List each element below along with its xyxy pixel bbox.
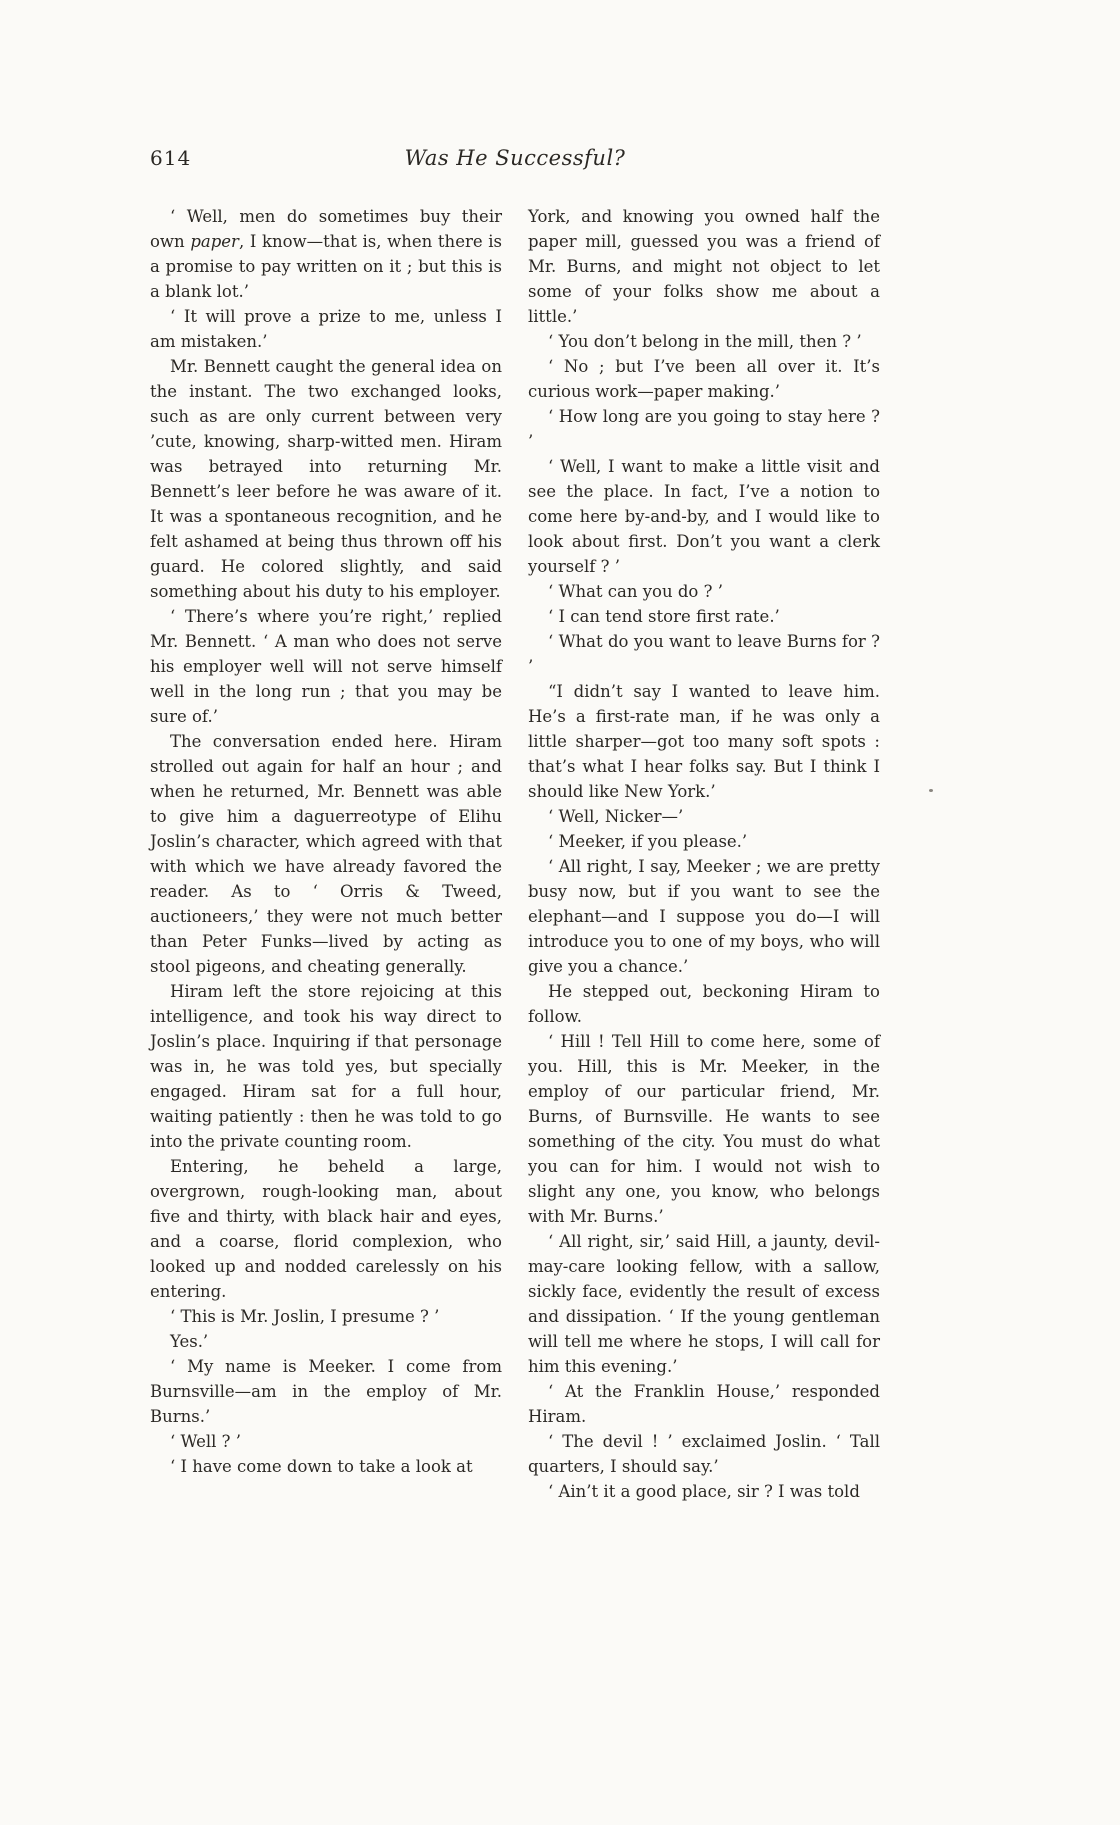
paragraph: ‘ The devil ! ’ exclaimed Joslin. ‘ Tall quarters, I should say.’ <box>528 1432 880 1476</box>
paragraph: ‘ It will prove a prize to me, unless I am mistaken.’ <box>150 307 502 351</box>
paragraph: ‘ How long are you going to stay here ? ’ <box>528 407 880 451</box>
paragraph: “I didn’t say I wanted to leave him. He’s a first-rate man, if he was only a little sharper—got too many soft spots : that’s what I hear folks say. But I think I should like New York.’ <box>528 682 880 801</box>
paragraph: ‘ Well ? ’ <box>170 1432 242 1451</box>
paragraph: ‘ At the Franklin House,’ responded Hiram. <box>528 1382 880 1426</box>
paragraph: ‘ My name is Meeker. I come from Burnsville—am in the employ of Mr. Burns.’ <box>150 1357 502 1426</box>
right-column <box>528 204 880 1504</box>
paragraph: ‘ Hill ! Tell Hill to come here, some of you. Hill, this is Mr. Meeker, in the employ of our particular friend, Mr. Burns, of Burnsville. He wants to see something of the city. You must do what you can for him. I would not wish to slight any one, you know, who belongs with Mr. Burns.’ <box>528 1032 880 1226</box>
paragraph: He stepped out, beckoning Hiram to follow. <box>528 982 880 1026</box>
paragraph: ‘ All right, sir,’ said Hill, a jaunty, devil-may-care looking fellow, with a sallow, sickly face, evidently the result of excess and dissipation. ‘ If the young gentleman will tell me where he stops, I will call for him this evening.’ <box>528 1232 880 1376</box>
page-number: 614 <box>150 146 192 170</box>
paragraph: ‘ No ; but I’ve been all over it. It’s curious work—paper making.’ <box>528 357 880 401</box>
paragraph: ‘ Ain’t it a good place, sir ? I was told <box>548 1482 860 1501</box>
running-title: Was He Successful? <box>404 146 626 170</box>
paragraph: ‘ What can you do ? ’ <box>548 582 723 601</box>
paragraph: Hiram left the store rejoicing at this intelligence, and took his way direct to Joslin’s place. Inquiring if that personage was in, he was told yes, but specially engaged. Hiram sat for a full hour, waiting patiently : then he was told to go into the private counting room. <box>150 982 502 1151</box>
paragraph: ‘ This is Mr. Joslin, I presume ? ’ <box>170 1307 440 1326</box>
left-column <box>150 204 502 1504</box>
paragraph: Entering, he beheld a large, overgrown, rough-looking man, about five and thirty, with black hair and eyes, and a coarse, florid complexion, who looked up and nodded carelessly on his entering. <box>150 1157 502 1301</box>
paragraph: Yes.’ <box>170 1332 209 1351</box>
paragraph: ‘ You don’t belong in the mill, then ? ’ <box>548 332 862 351</box>
paragraph: ‘ I have come down to take a look at <box>170 1457 473 1476</box>
paragraph: ‘ I can tend store first rate.’ <box>548 607 780 626</box>
paragraph: ‘ There’s where you’re right,’ replied Mr. Bennett. ‘ A man who does not serve his employer well will not serve himself well in the long run ; that you may be sure of.’ <box>150 607 502 726</box>
paragraph: York, and knowing you owned half the paper mill, guessed you was a friend of Mr. Burns, and might not object to let some of your folks show me about a little.’ <box>528 207 880 326</box>
paragraph: Mr. Bennett caught the general idea on the instant. The two exchanged looks, such as are only current between very ’cute, knowing, sharp-witted men. Hiram was betrayed into returning Mr. Bennett’s leer before he was aware of it. It was a spontaneous recognition, and he felt ashamed at being thus thrown off his guard. He colored slightly, and said something about his duty to his employer. <box>150 357 502 601</box>
paragraph: ‘ Well, Nicker—’ <box>548 807 684 826</box>
page-header <box>150 146 880 170</box>
paragraph: ‘ Well, men do sometimes buy their own paper, I know—that is, when there is a promise to pay written on it ; but this is a blank lot.’ <box>150 207 502 301</box>
page-content <box>150 146 880 1504</box>
paragraph: ‘ Meeker, if you please.’ <box>548 832 748 851</box>
scan-speck <box>929 789 933 792</box>
text-columns <box>150 204 880 1504</box>
paragraph: ‘ Well, I want to make a little visit and see the place. In fact, I’ve a notion to come here by-and-by, and I would like to look about first. Don’t you want a clerk yourself ? ’ <box>528 457 880 576</box>
paragraph: ‘ All right, I say, Meeker ; we are pretty busy now, but if you want to see the elephant—and I suppose you do—I will introduce you to one of my boys, who will give you a chance.’ <box>528 857 880 976</box>
paragraph: ‘ What do you want to leave Burns for ? ’ <box>528 632 880 676</box>
paragraph: The conversation ended here. Hiram strolled out again for half an hour ; and when he returned, Mr. Bennett was able to give him a daguerreotype of Elihu Joslin’s character, which agreed with that with which we have already favored the reader. As to ‘ Orris & Tweed, auctioneers,’ they were not much better than Peter Funks—lived by acting as stool pigeons, and cheating generally. <box>150 732 502 976</box>
